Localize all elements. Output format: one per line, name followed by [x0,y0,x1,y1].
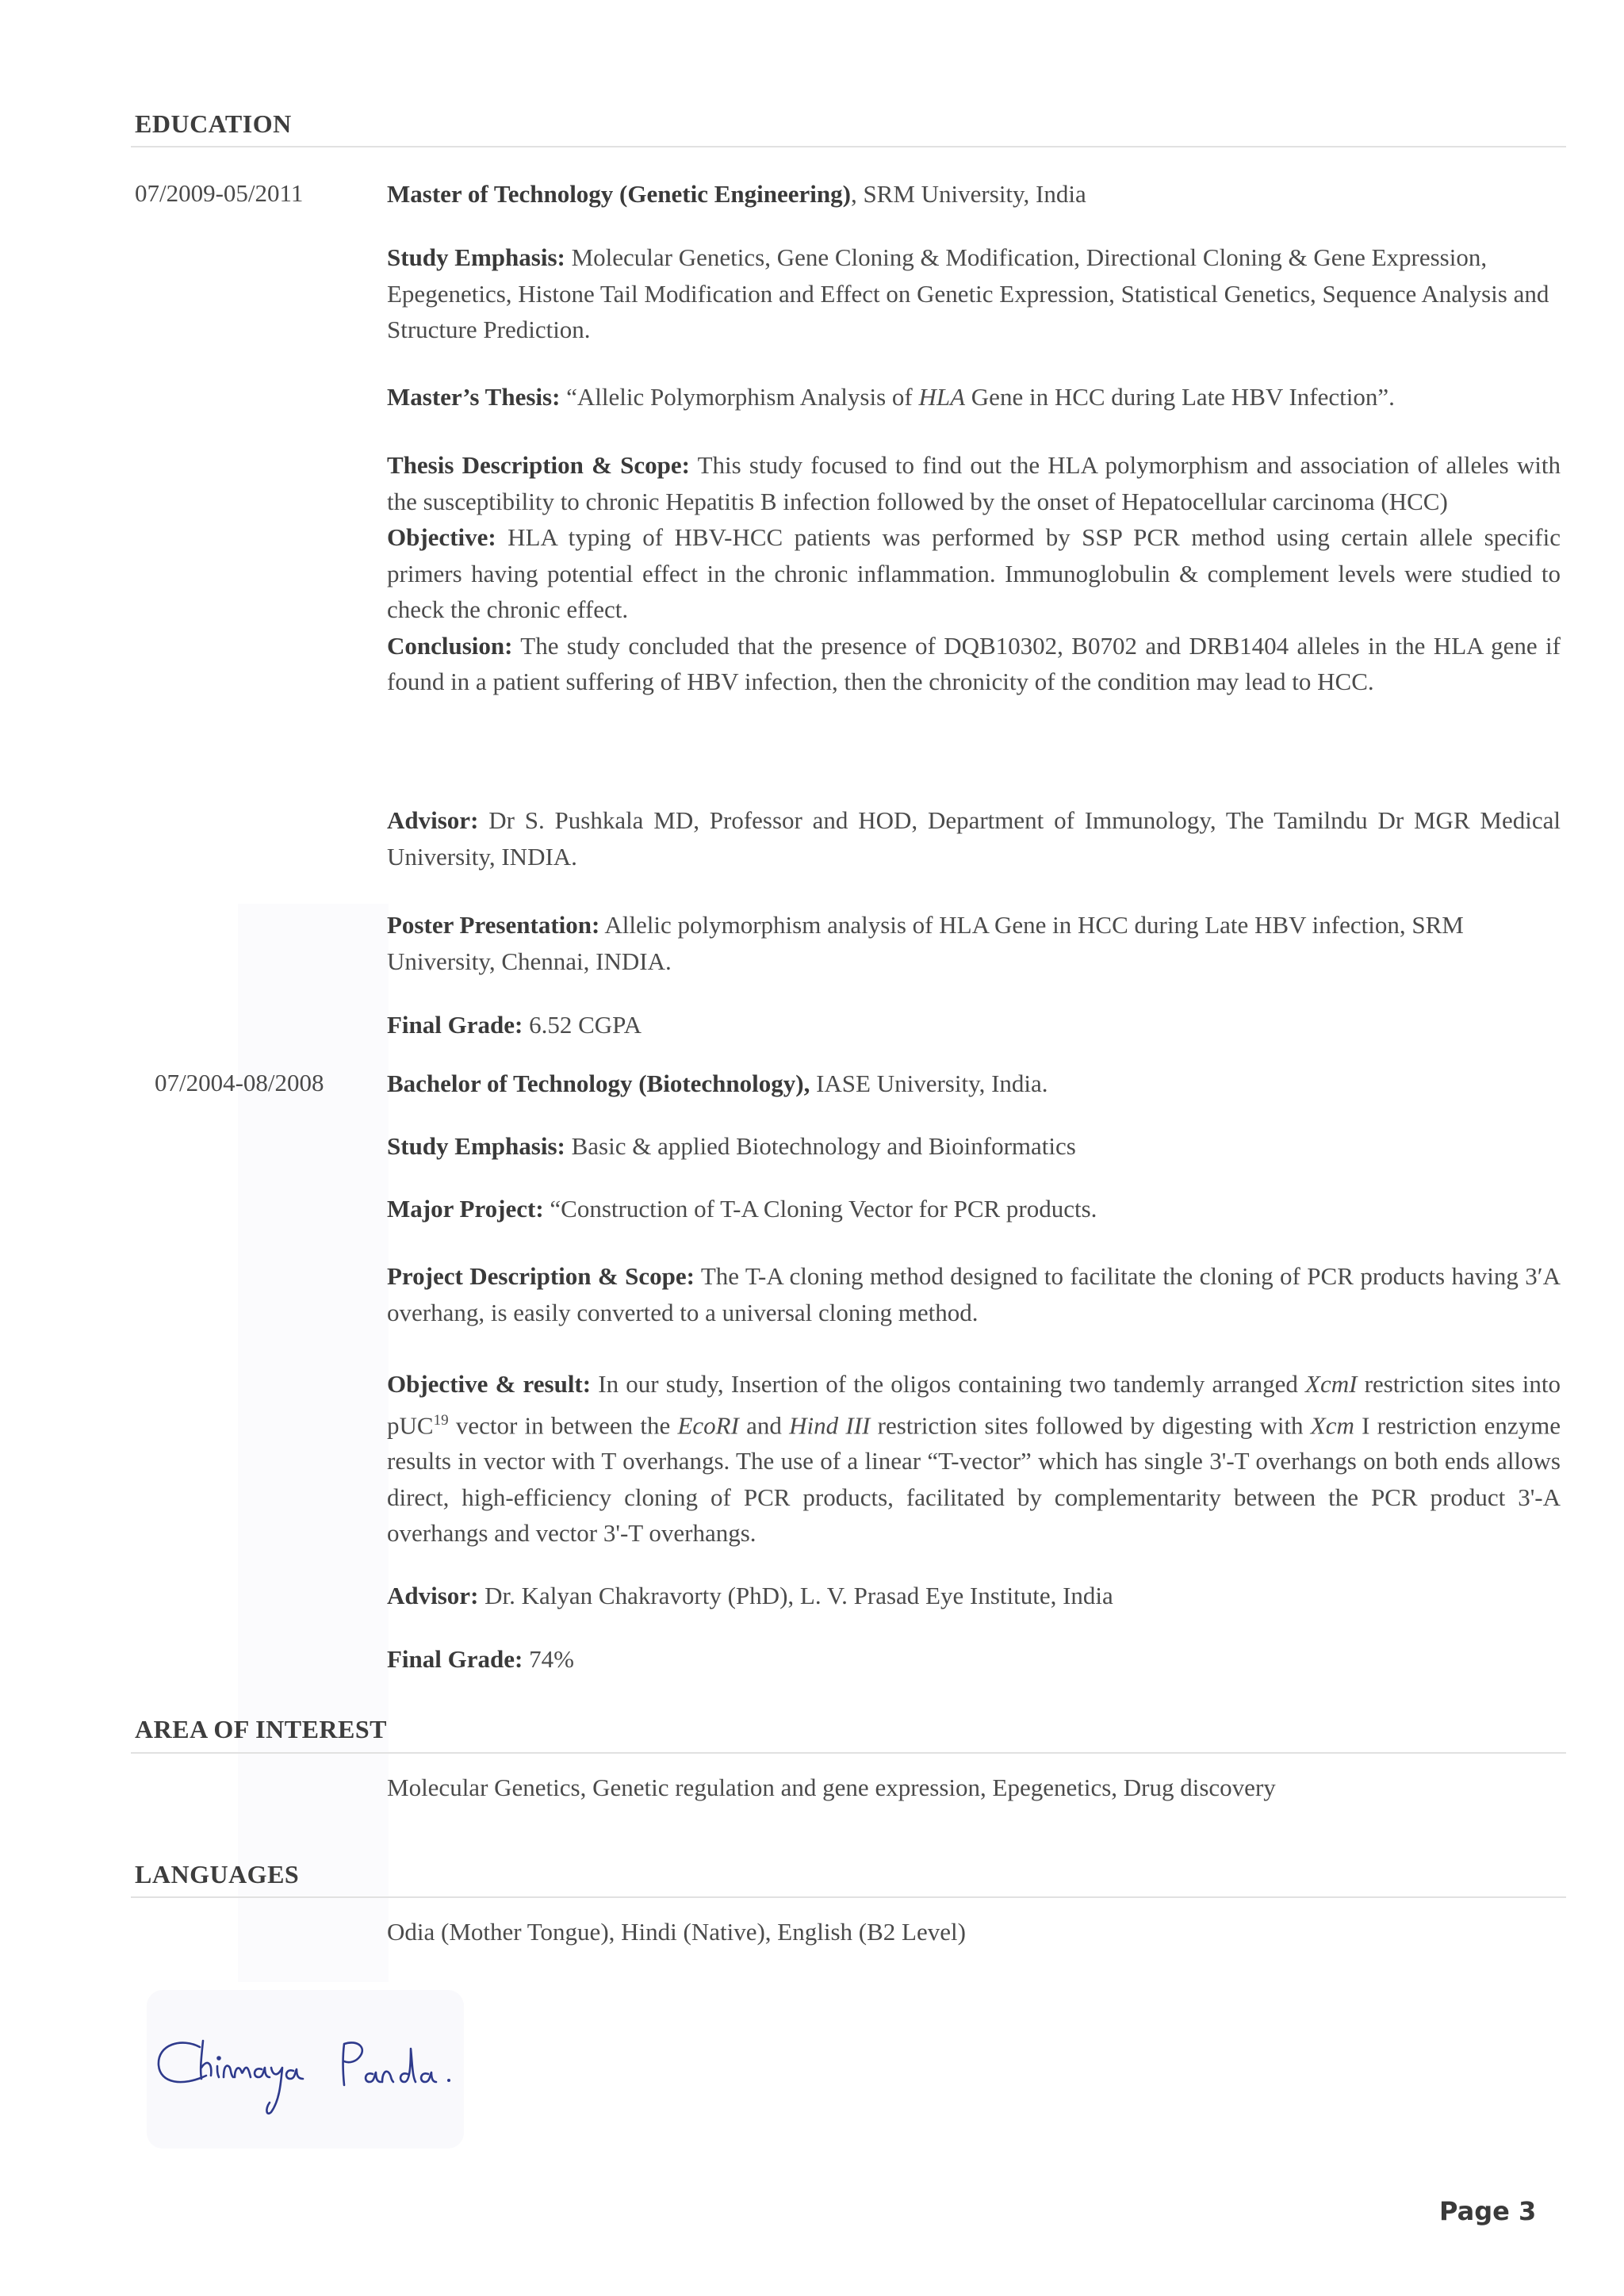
interest-heading: AREA OF INTEREST [135,1715,387,1743]
masters-study-emphasis [387,239,1561,348]
bachelors-objective-t1: In our study, Insertion of the oligos containing two tandemly arranged [591,1370,1306,1398]
masters-scope-block [387,447,1561,700]
bachelors-objective-label: Objective & result: [387,1370,592,1398]
masters-objective [387,519,1561,628]
masters-scope-label: Thesis Description & Scope: [387,451,690,479]
bachelors-scope-label: Project Description & Scope: [387,1262,695,1290]
bachelors-objective-i3: Hind III [789,1410,871,1439]
page-number: Page 3 [1439,2196,1537,2226]
masters-institution: , SRM University, India [850,180,1086,208]
masters-thesis-post: Gene in HCC during Late HBV Infection”. [965,383,1395,411]
bachelors-project-text: “Construction of T-A Cloning Vector for PCR products. [543,1195,1097,1223]
bachelors-study-emphasis [387,1128,1561,1165]
masters-scope [387,447,1561,519]
bachelors-study-label: Study Emphasis: [387,1132,565,1160]
languages-text: Odia (Mother Tongue), Hindi (Native), English (B2 Level) [387,1918,966,1946]
bachelors-objective-t3: vector in between the [448,1410,678,1439]
bachelors-grade-label: Final Grade: [387,1645,523,1673]
bachelors-objective-i1: XcmI [1305,1370,1358,1398]
education-rule [131,146,1566,147]
signature-image [151,2030,460,2125]
masters-grade-text: 6.52 CGPA [523,1011,642,1039]
masters-poster-label: Poster Presentation: [387,911,600,939]
masters-conclusion-label: Conclusion: [387,631,513,660]
interest-rule [131,1752,1566,1754]
masters-advisor-text: Dr S. Pushkala MD, Professor and HOD, Department of Immunology, The Tamilndu Dr MGR Medical University, INDIA. [387,806,1561,871]
masters-objective-text: HLA typing of HBV-HCC patients was performed by SSP PCR method using certain allele specific primers having potential effect in the chronic inflammation. Immunoglobulin & complement levels were studied to check the chronic effect. [387,523,1561,623]
bachelors-project-label: Major Project: [387,1195,544,1223]
masters-study-text: Molecular Genetics, Gene Cloning & Modification, Directional Cloning & Gene Expression, Epegenetics, Histone Tail Modification and Effect on Genetic Expression, Statistical Genetics, Sequence Analysis and Structure Prediction. [387,243,1549,343]
masters-poster-text: Allelic polymorphism analysis of HLA Gene in HCC during Late HBV infection, SRM University, Chennai, INDIA. [387,911,1464,975]
masters-thesis [387,379,1561,415]
bachelors-scope-text: The T-A cloning method designed to facilitate the cloning of PCR products having 3′A overhang, is easily converted to a universal cloning method. [387,1262,1561,1326]
bachelors-objective-t2: restriction sites into pUC [387,1370,1561,1439]
bachelors-advisor-text: Dr. Kalyan Chakravorty (PhD), L. V. Prasad Eye Institute, India [478,1582,1113,1609]
bachelors-grade [387,1641,1561,1678]
masters-scope-text: This study focused to find out the HLA polymorphism and association of alleles with the susceptibility to chronic Hepatitis B infection followed by the onset of Hepatocellular carcinoma (HCC) [387,451,1561,515]
masters-poster [387,907,1561,979]
bachelors-degree: Bachelor of Technology (Biotechnology), [387,1070,810,1097]
masters-thesis-pre: “Allelic Polymorphism Analysis of [560,383,919,411]
bachelors-grade-text: 74% [523,1645,574,1673]
bachelors-scope [387,1258,1561,1330]
bachelors-objective-i2: EcoRI [677,1410,739,1439]
bachelors-advisor [387,1578,1561,1614]
masters-conclusion-text: The study concluded that the presence of DQB10302, B0702 and DRB1404 alleles in the HLA gene if found in a patient suffering of HBV infection, then the chronicity of the condition may lead to HCC. [387,631,1561,695]
bachelors-institution: IASE University, India. [810,1070,1048,1097]
masters-dates: 07/2009-05/2011 [135,179,304,207]
masters-advisor [387,802,1561,874]
interest-text: Molecular Genetics, Genetic regulation and gene expression, Epegenetics, Drug discovery [387,1774,1276,1801]
bachelors-study-text: Basic & applied Biotechnology and Bioinformatics [565,1132,1076,1160]
bachelors-objective-t4: and [738,1410,790,1439]
masters-conclusion [387,628,1561,700]
masters-objective-label: Objective: [387,523,496,551]
masters-grade-label: Final Grade: [387,1011,523,1039]
bachelors-objective-sup: 19 [433,1411,449,1429]
bachelors-objective-t5: restriction sites followed by digesting with [870,1410,1311,1439]
masters-grade [387,1007,1561,1043]
bachelors-project [387,1191,1561,1227]
masters-study-label: Study Emphasis: [387,243,565,271]
bachelors-degree-line [387,1066,1561,1102]
masters-advisor-label: Advisor: [387,806,479,834]
bachelors-advisor-label: Advisor: [387,1582,479,1609]
masters-degree-line [387,176,1561,212]
masters-thesis-label: Master’s Thesis: [387,383,561,411]
languages-heading: LANGUAGES [135,1860,300,1888]
bachelors-dates: 07/2004-08/2008 [155,1069,324,1096]
bachelors-objective-i4: Xcm [1310,1410,1354,1439]
bachelors-objective-t6: I restriction enzyme results in vector with T overhangs. The use of a linear “T-vector” which has single 3'-T overhangs on both ends allows direct, high-efficiency cloning of PCR products, facilitated by complementarity between the PCR product 3'-A overhangs and vector 3'-T overhangs. [387,1410,1561,1548]
left-column-shade [238,904,389,1982]
masters-thesis-italic: HLA [918,383,966,411]
masters-degree: Master of Technology (Genetic Engineering) [387,180,851,208]
education-heading: EDUCATION [135,109,292,138]
languages-rule [131,1896,1566,1898]
bachelors-objective [387,1366,1561,1552]
